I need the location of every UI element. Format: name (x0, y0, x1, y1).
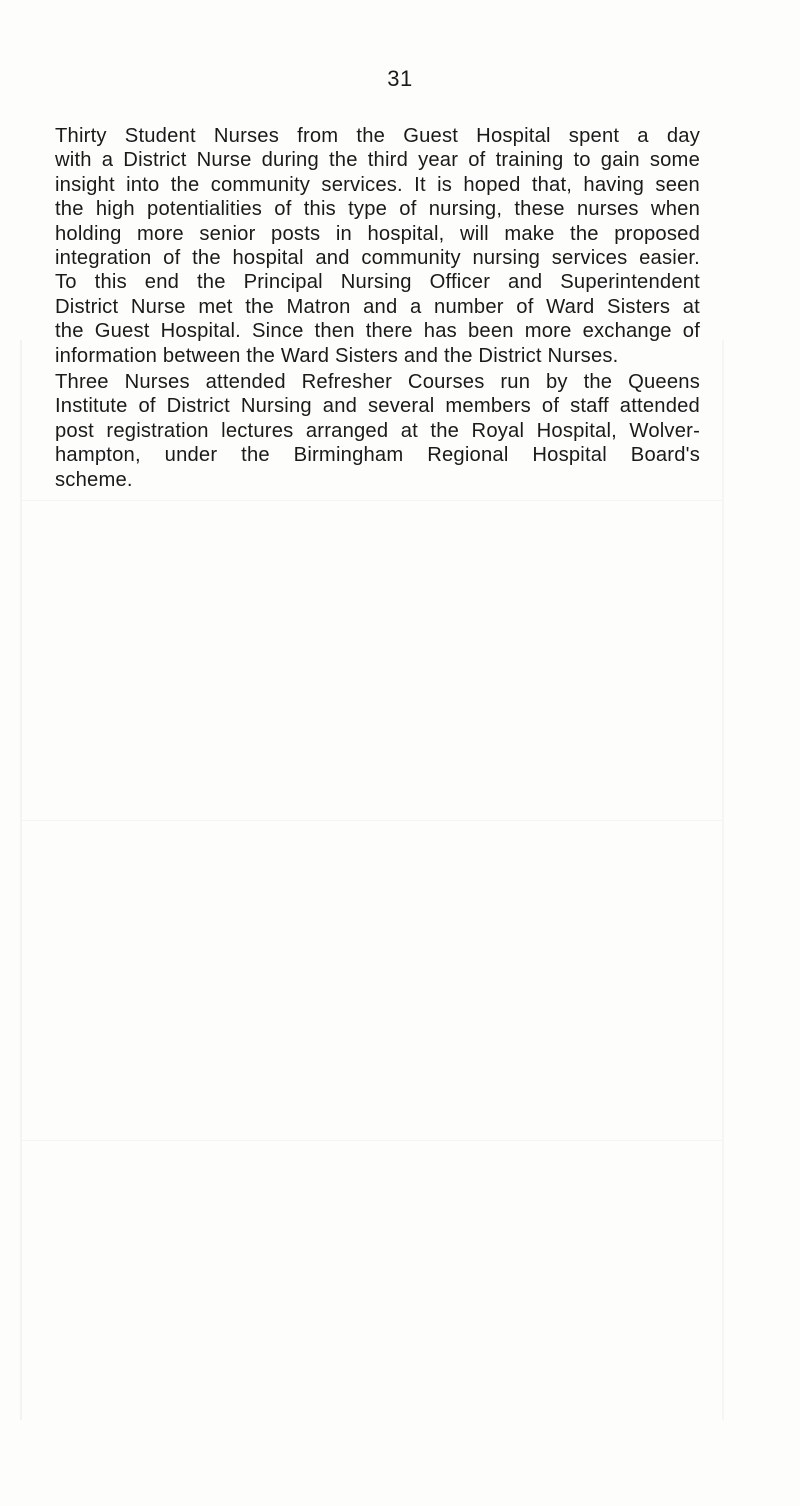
paragraph-line: hampton, under the Birmingham Regional Hospital Board's (55, 444, 700, 467)
ghost-rule (22, 500, 722, 501)
paragraph-line: scheme. (55, 468, 133, 491)
ghost-rule (22, 820, 722, 821)
paragraph-line: To this end the Principal Nursing Officer and Superintendent (55, 271, 700, 294)
paragraph-line: holding more senior posts in hospital, will make the proposed (55, 222, 700, 245)
paragraph-line: the high potentialities of this type of nursing, these nurses when (55, 198, 700, 221)
paragraph-line: Institute of District Nursing and several members of staff attended (55, 395, 700, 418)
paragraph-line: post registration lectures arranged at the Royal Hospital, Wolver- (55, 419, 700, 442)
paragraph-line: with a District Nurse during the third year of training to gain some (55, 149, 700, 172)
paragraph-line: Thirty Student Nurses from the Guest Hospital spent a day (55, 125, 700, 147)
paragraph-line: the Guest Hospital. Since then there has been more exchange of (55, 320, 700, 343)
paragraph-refresher-courses (55, 370, 700, 492)
paragraph-student-nurses (55, 124, 700, 368)
paragraph-line: Three Nurses attended Refresher Courses run by the Queens (55, 371, 700, 393)
paragraph-line: insight into the community services. It is hoped that, having seen (55, 173, 700, 196)
reverse-side-show-through (20, 340, 724, 1420)
ghost-rule (22, 1140, 722, 1141)
page-number: 31 (387, 66, 413, 91)
paragraph-line: information between the Ward Sisters and the District Nurses. (55, 344, 619, 367)
paragraph-line: integration of the hospital and community nursing services easier. (55, 247, 700, 270)
paragraph-line: District Nurse met the Matron and a number of Ward Sisters at (55, 295, 700, 318)
